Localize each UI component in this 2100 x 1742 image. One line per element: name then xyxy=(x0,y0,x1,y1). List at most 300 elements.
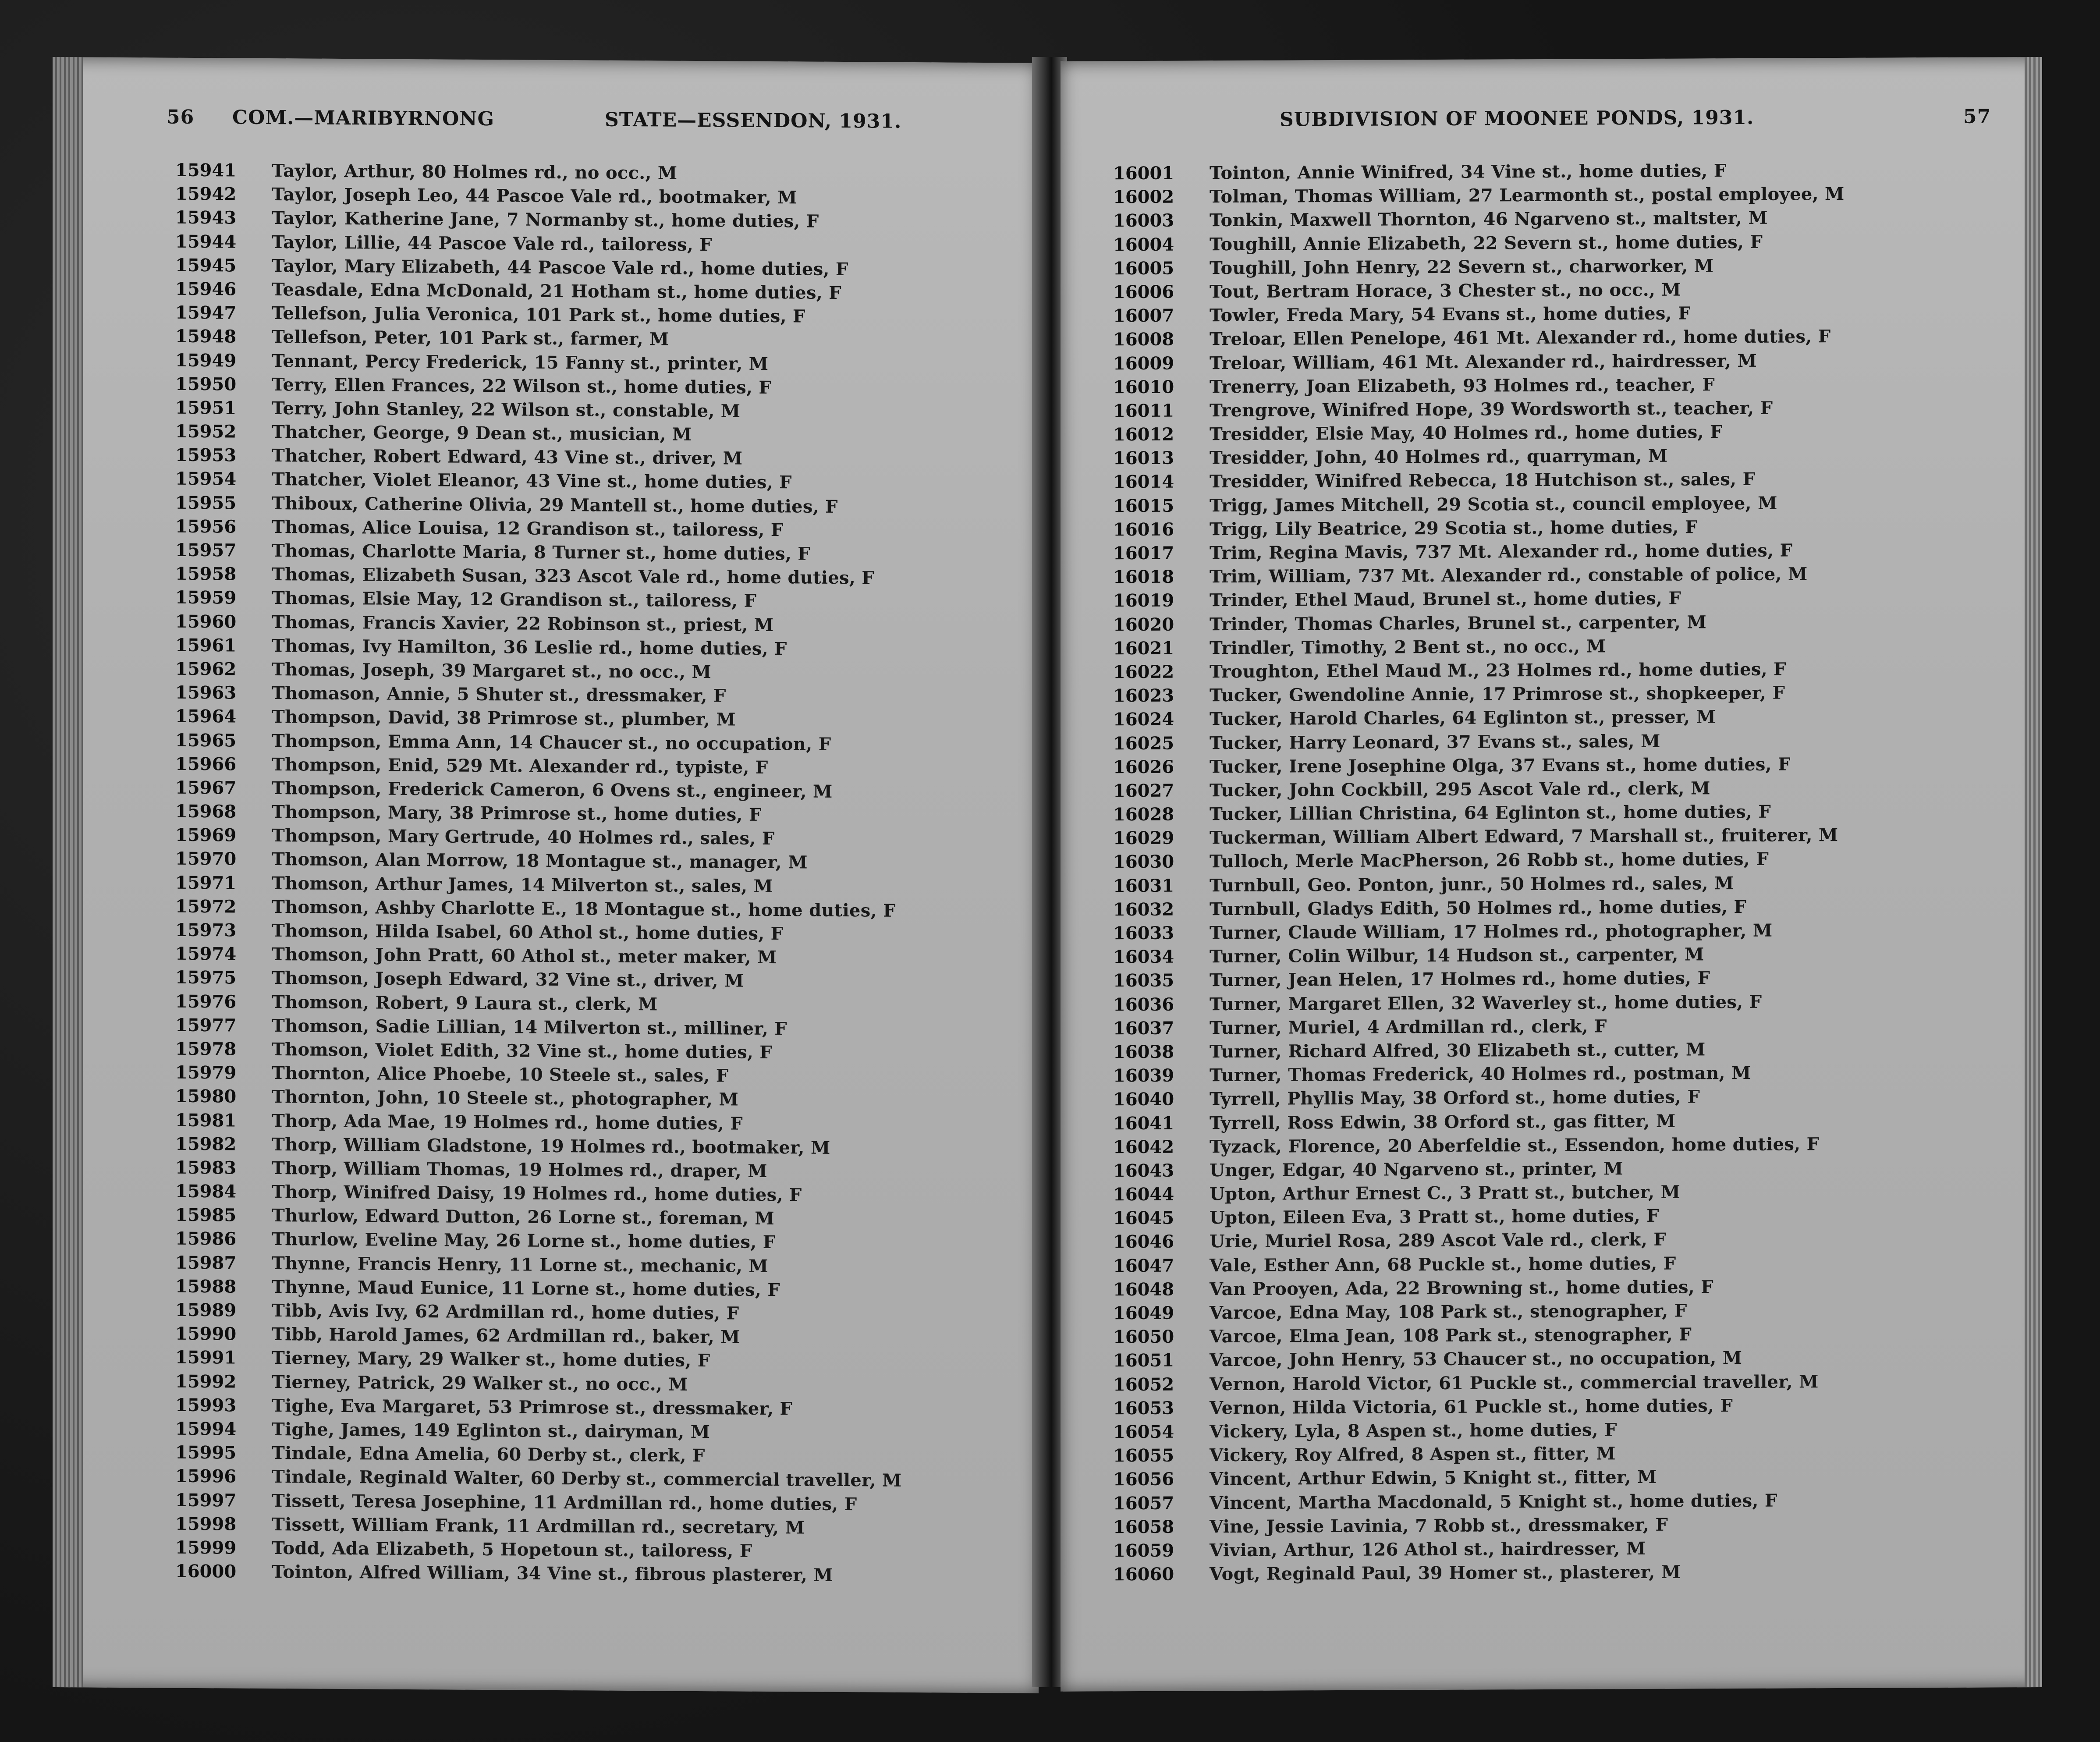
list-item xyxy=(175,705,902,733)
entry-number: 16010 xyxy=(1113,376,1174,397)
list-item xyxy=(175,847,902,875)
entry-text: Tuckerman, William Albert Edward, 7 Marshall st., fruiterer, M xyxy=(1210,825,1838,848)
entry-number: 15988 xyxy=(175,1276,237,1297)
entry-text: Thompson, Mary Gertrude, 40 Holmes rd., sales, F xyxy=(272,825,775,849)
entry-text: Thiboux, Catherine Olivia, 29 Mantell st., home duties, F xyxy=(272,493,838,517)
entry-number: 16007 xyxy=(1113,305,1174,326)
entry-number: 15945 xyxy=(175,255,237,276)
entry-number: 16020 xyxy=(1113,614,1174,635)
list-item xyxy=(175,396,902,424)
entry-number: 16050 xyxy=(1113,1326,1174,1348)
entry-number: 15941 xyxy=(175,160,237,181)
entry-text: Thomas, Ivy Hamilton, 36 Leslie rd., home duties, F xyxy=(272,635,787,659)
right-page-number: 57 xyxy=(1963,105,1991,128)
list-item xyxy=(1113,1108,1845,1135)
entry-text: Turner, Margaret Ellen, 32 Waverley st., home duties, F xyxy=(1210,991,1762,1015)
entry-number: 15981 xyxy=(175,1110,237,1131)
entry-number: 16056 xyxy=(1113,1469,1174,1490)
entry-number: 15991 xyxy=(175,1347,237,1368)
entry-number: 15996 xyxy=(175,1466,237,1487)
entry-number: 16048 xyxy=(1113,1279,1174,1300)
entry-number: 15965 xyxy=(175,730,237,751)
list-item xyxy=(1113,1061,1845,1088)
list-item xyxy=(1113,1299,1845,1325)
entry-number: 16034 xyxy=(1113,946,1174,968)
list-item xyxy=(175,752,902,780)
entry-text: Trim, Regina Mavis, 737 Mt. Alexander rd., home duties, F xyxy=(1210,540,1793,564)
entry-number: 15987 xyxy=(175,1252,237,1274)
entry-text: Thomson, John Pratt, 60 Athol st., meter maker, M xyxy=(272,944,777,968)
entry-number: 16008 xyxy=(1113,329,1174,350)
entry-number: 15955 xyxy=(175,492,237,514)
entry-text: Thomas, Alice Louisa, 12 Grandison st., tailoress, F xyxy=(272,516,784,540)
list-item xyxy=(1113,752,1845,779)
list-item xyxy=(175,372,902,400)
list-item xyxy=(1113,1512,1845,1539)
list-item xyxy=(1113,1488,1845,1515)
entry-number: 16012 xyxy=(1113,424,1174,445)
entry-text: Tennant, Percy Frederick, 15 Fanny st., printer, M xyxy=(272,350,769,374)
entry-number: 15962 xyxy=(175,658,237,680)
list-item xyxy=(1113,1465,1845,1491)
entry-number: 15974 xyxy=(175,943,237,965)
list-item xyxy=(175,1417,902,1445)
entry-text: Thurlow, Edward Dutton, 26 Lorne st., foreman, M xyxy=(272,1205,774,1229)
entry-number: 15984 xyxy=(175,1181,237,1202)
entry-text: Trigg, James Mitchell, 29 Scotia st., council employee, M xyxy=(1210,493,1777,516)
list-item xyxy=(175,1132,902,1160)
list-item xyxy=(1113,1346,1845,1373)
entry-number: 15953 xyxy=(175,444,237,466)
entry-number: 15970 xyxy=(175,848,237,869)
entry-text: Tucker, Harry Leonard, 37 Evans st., sales, M xyxy=(1210,731,1660,753)
entry-text: Tindale, Edna Amelia, 60 Derby st., clerk, F xyxy=(272,1443,705,1466)
list-item xyxy=(1113,1156,1845,1183)
entry-number: 16055 xyxy=(1113,1445,1174,1466)
entry-number: 15992 xyxy=(175,1371,237,1392)
list-item xyxy=(1113,776,1845,803)
entry-number: 15964 xyxy=(175,706,237,727)
entry-number: 15995 xyxy=(175,1442,237,1463)
entry-number: 16058 xyxy=(1113,1516,1174,1537)
list-item xyxy=(175,919,902,947)
list-item xyxy=(1113,586,1845,613)
list-item xyxy=(1113,1180,1845,1206)
list-item xyxy=(175,1180,902,1208)
list-item xyxy=(1113,1536,1845,1563)
entry-text: Tucker, Irene Josephine Olga, 37 Evans st., home duties, F xyxy=(1210,754,1791,777)
entry-number: 15986 xyxy=(175,1228,237,1249)
list-item xyxy=(1113,491,1845,518)
list-item xyxy=(1113,1275,1845,1302)
list-item xyxy=(175,539,902,567)
entry-number: 16004 xyxy=(1113,234,1174,255)
list-item xyxy=(1113,277,1845,304)
entry-text: Upton, Eileen Eva, 3 Pratt st., home duties, F xyxy=(1210,1206,1659,1228)
right-page-edge xyxy=(2025,57,2042,1687)
entry-number: 16032 xyxy=(1113,899,1174,920)
entry-text: Taylor, Mary Elizabeth, 44 Pascoe Vale rd., home duties, F xyxy=(272,255,848,280)
entry-text: Thomson, Arthur James, 14 Milverton st., sales, M xyxy=(272,873,773,897)
entry-text: Thomas, Joseph, 39 Margaret st., no occ., M xyxy=(272,659,712,683)
entry-text: Tointon, Alfred William, 34 Vine st., fibrous plasterer, M xyxy=(272,1561,833,1586)
open-book xyxy=(53,57,2042,1687)
entry-text: Thompson, Enid, 529 Mt. Alexander rd., typiste, F xyxy=(272,754,768,778)
entry-text: Turner, Claude William, 17 Holmes rd., photographer, M xyxy=(1210,920,1773,944)
list-item xyxy=(175,491,902,519)
entry-text: Upton, Arthur Ernest C., 3 Pratt st., butcher, M xyxy=(1210,1181,1681,1205)
entry-text: Turner, Colin Wilbur, 14 Hudson st., carpenter, M xyxy=(1210,944,1704,967)
entry-number: 15971 xyxy=(175,872,237,894)
entry-text: Thorp, William Gladstone, 19 Holmes rd., bootmaker, M xyxy=(272,1134,830,1158)
list-item xyxy=(175,800,902,828)
entry-number: 16011 xyxy=(1113,400,1174,422)
entry-number: 15972 xyxy=(175,896,237,917)
entry-text: Thatcher, George, 9 Dean st., musician, M xyxy=(272,422,692,445)
entry-number: 15952 xyxy=(175,421,237,442)
entry-text: Towler, Freda Mary, 54 Evans st., home duties, F xyxy=(1210,303,1691,326)
entry-text: Tyrrell, Ross Edwin, 38 Orford st., gas fitter, M xyxy=(1210,1110,1676,1133)
list-item xyxy=(175,681,902,709)
entry-number: 16002 xyxy=(1113,186,1174,208)
entry-number: 16035 xyxy=(1113,970,1174,991)
entry-number: 16001 xyxy=(1113,163,1174,184)
list-item xyxy=(1113,443,1845,470)
list-item xyxy=(1113,800,1845,827)
entry-number: 16031 xyxy=(1113,875,1174,896)
entry-number: 15990 xyxy=(175,1323,237,1345)
list-item xyxy=(175,1488,902,1516)
list-item xyxy=(1113,823,1845,850)
entry-number: 16018 xyxy=(1113,566,1174,588)
list-item xyxy=(1113,847,1845,874)
entry-number: 16040 xyxy=(1113,1089,1174,1110)
list-item xyxy=(1113,1203,1845,1230)
entry-text: Troughton, Ethel Maud M., 23 Holmes rd., home duties, F xyxy=(1210,659,1786,682)
entry-number: 16025 xyxy=(1113,733,1174,754)
list-item xyxy=(1113,895,1845,922)
list-item xyxy=(175,515,902,543)
entry-text: Tindale, Reginald Walter, 60 Derby st., commercial traveller, M xyxy=(272,1466,902,1491)
entry-text: Thomson, Ashby Charlotte E., 18 Montague st., home duties, F xyxy=(272,896,896,921)
list-item xyxy=(1113,1560,1845,1586)
list-item xyxy=(175,610,902,638)
list-item xyxy=(1113,1251,1845,1278)
entry-text: Thomson, Alan Morrow, 18 Montague st., manager, M xyxy=(272,849,808,873)
entry-text: Thomas, Charlotte Maria, 8 Turner st., home duties, F xyxy=(272,540,811,564)
entry-text: Thatcher, Violet Eleanor, 43 Vine st., home duties, F xyxy=(272,469,792,493)
entry-text: Tellefson, Peter, 101 Park st., farmer, M xyxy=(272,326,669,350)
list-item xyxy=(1113,1132,1845,1159)
entry-number: 16036 xyxy=(1113,994,1174,1015)
entry-number: 15966 xyxy=(175,753,237,775)
list-item xyxy=(175,1037,902,1065)
entry-number: 15949 xyxy=(175,350,237,371)
list-item xyxy=(1113,634,1845,660)
list-item xyxy=(1113,657,1845,684)
entry-number: 15978 xyxy=(175,1038,237,1060)
entry-text: Tointon, Annie Winifred, 34 Vine st., home duties, F xyxy=(1210,160,1727,184)
entry-number: 15983 xyxy=(175,1157,237,1178)
list-item xyxy=(175,1393,902,1421)
right-header-title: SUBDIVISION OF MOONEE PONDS, 1931. xyxy=(1280,106,1754,131)
entry-text: Todd, Ada Elizabeth, 5 Hopetoun st., tailoress, F xyxy=(272,1537,752,1561)
entry-number: 16038 xyxy=(1113,1041,1174,1063)
entry-text: Trinder, Thomas Charles, Brunel st., carpenter, M xyxy=(1210,611,1706,635)
list-item xyxy=(175,1061,902,1089)
entry-number: 16022 xyxy=(1113,661,1174,683)
entry-text: Tucker, Lillian Christina, 64 Eglinton st., home duties, F xyxy=(1210,801,1771,825)
entry-text: Trim, William, 737 Mt. Alexander rd., constable of police, M xyxy=(1210,564,1808,587)
entry-text: Turner, Jean Helen, 17 Holmes rd., home duties, F xyxy=(1210,968,1710,991)
entry-text: Tissett, Teresa Josephine, 11 Ardmillan rd., home duties, F xyxy=(272,1490,857,1515)
entry-number: 16045 xyxy=(1113,1207,1174,1229)
entry-number: 16026 xyxy=(1113,756,1174,777)
entry-number: 16054 xyxy=(1113,1421,1174,1443)
entry-number: 16041 xyxy=(1113,1113,1174,1134)
entry-text: Toughill, Annie Elizabeth, 22 Severn st., home duties, F xyxy=(1210,231,1763,255)
entry-text: Thorp, Winifred Daisy, 19 Holmes rd., home duties, F xyxy=(272,1181,802,1206)
left-entry-list xyxy=(175,159,902,1588)
list-item xyxy=(1113,396,1845,423)
entry-number: 15954 xyxy=(175,468,237,490)
list-item xyxy=(1113,301,1845,328)
entry-number: 15944 xyxy=(175,231,237,252)
list-item xyxy=(1113,1227,1845,1254)
list-item xyxy=(1113,1322,1845,1349)
entry-text: Thomson, Hilda Isabel, 60 Athol st., home duties, F xyxy=(272,920,784,944)
list-item xyxy=(1113,1441,1845,1468)
entry-text: Trenerry, Joan Elizabeth, 93 Holmes rd., teacher, F xyxy=(1210,374,1715,397)
list-item xyxy=(1113,705,1845,731)
right-page xyxy=(1061,57,2042,1692)
entry-number: 16051 xyxy=(1113,1350,1174,1371)
list-item xyxy=(175,1013,902,1041)
list-item xyxy=(1113,515,1845,542)
entry-number: 15994 xyxy=(175,1418,237,1440)
entry-text: Taylor, Joseph Leo, 44 Pascoe Vale rd., bootmaker, M xyxy=(272,184,797,208)
list-item xyxy=(175,966,902,994)
list-item xyxy=(175,1512,902,1540)
entry-text: Thurlow, Eveline May, 26 Lorne st., home duties, F xyxy=(272,1229,776,1253)
list-item xyxy=(175,990,902,1018)
entry-number: 15948 xyxy=(175,326,237,347)
entry-number: 16052 xyxy=(1113,1374,1174,1395)
entry-text: Tierney, Mary, 29 Walker st., home duties, F xyxy=(272,1348,710,1371)
list-item xyxy=(175,562,902,590)
entry-text: Trengrove, Winifred Hope, 39 Wordsworth st., teacher, F xyxy=(1210,397,1773,421)
list-item xyxy=(175,277,902,305)
left-page-edge xyxy=(53,57,83,1687)
entry-text: Thompson, Mary, 38 Primrose st., home duties, F xyxy=(272,802,762,825)
entry-text: Tellefson, Julia Veronica, 101 Park st., home duties, F xyxy=(272,303,805,327)
entry-number: 15963 xyxy=(175,682,237,703)
entry-number: 16028 xyxy=(1113,804,1174,825)
list-item xyxy=(1113,610,1845,637)
entry-text: Thompson, Frederick Cameron, 6 Ovens st., engineer, M xyxy=(272,777,833,802)
entry-number: 15997 xyxy=(175,1490,237,1511)
list-item xyxy=(175,657,902,685)
entry-number: 15950 xyxy=(175,373,237,395)
entry-text: Tyrrell, Phyllis May, 38 Orford st., home duties, F xyxy=(1210,1086,1700,1110)
list-item xyxy=(1113,1370,1845,1397)
list-item xyxy=(175,1299,902,1327)
entry-text: Tibb, Harold James, 62 Ardmillan rd., baker, M xyxy=(272,1324,740,1348)
entry-number: 16016 xyxy=(1113,519,1174,540)
entry-number: 15946 xyxy=(175,278,237,300)
list-item xyxy=(175,301,902,329)
entry-text: Tucker, Harold Charles, 64 Eglinton st., presser, M xyxy=(1210,706,1716,730)
entry-text: Turner, Richard Alfred, 30 Elizabeth st., cutter, M xyxy=(1210,1039,1706,1062)
list-item xyxy=(1113,1085,1845,1111)
entry-text: Taylor, Lillie, 44 Pascoe Vale rd., tailoress, F xyxy=(272,231,712,255)
list-item xyxy=(1113,539,1845,565)
entry-text: Thynne, Maud Eunice, 11 Lorne st., home duties, F xyxy=(272,1276,780,1300)
list-item xyxy=(175,1108,902,1136)
list-item xyxy=(1113,1014,1845,1040)
entry-number: 16039 xyxy=(1113,1065,1174,1086)
list-item xyxy=(1113,1037,1845,1064)
entry-number: 16000 xyxy=(175,1561,237,1582)
entry-number: 15942 xyxy=(175,183,237,205)
list-item xyxy=(175,823,902,851)
list-item xyxy=(1113,681,1845,708)
list-item xyxy=(175,728,902,756)
list-item xyxy=(1113,254,1845,280)
entry-text: Taylor, Arthur, 80 Holmes rd., no occ., M xyxy=(272,160,678,184)
entry-number: 15969 xyxy=(175,824,237,846)
entry-number: 15961 xyxy=(175,635,237,656)
entry-text: Treloar, William, 461 Mt. Alexander rd., hairdresser, M xyxy=(1210,350,1757,373)
entry-number: 16027 xyxy=(1113,780,1174,802)
entry-number: 15985 xyxy=(175,1204,237,1226)
entry-number: 16009 xyxy=(1113,353,1174,374)
entry-text: Thomas, Elizabeth Susan, 323 Ascot Vale rd., home duties, F xyxy=(272,564,875,589)
entry-number: 15960 xyxy=(175,611,237,632)
list-item xyxy=(175,1322,902,1350)
entry-number: 16057 xyxy=(1113,1493,1174,1514)
entry-text: Thornton, John, 10 Steele st., photographer, M xyxy=(272,1086,739,1110)
entry-text: Varcoe, Edna May, 108 Park st., stenographer, F xyxy=(1210,1300,1687,1323)
list-item xyxy=(175,348,902,376)
entry-text: Tucker, Gwendoline Annie, 17 Primrose st., shopkeeper, F xyxy=(1210,682,1785,706)
list-item xyxy=(1113,373,1845,399)
entry-text: Thorp, William Thomas, 19 Holmes rd., draper, M xyxy=(272,1157,767,1181)
entry-text: Vickery, Roy Alfred, 8 Aspen st., fitter, M xyxy=(1210,1443,1616,1466)
list-item xyxy=(175,895,902,923)
entry-text: Tighe, James, 149 Eglinton st., dairyman, M xyxy=(272,1419,710,1443)
entry-number: 16060 xyxy=(1113,1564,1174,1585)
entry-text: Vickery, Lyla, 8 Aspen st., home duties, F xyxy=(1210,1419,1617,1442)
entry-number: 16015 xyxy=(1113,495,1174,516)
entry-text: Vernon, Hilda Victoria, 61 Puckle st., home duties, F xyxy=(1210,1395,1733,1419)
entry-number: 15998 xyxy=(175,1513,237,1535)
entry-text: Tighe, Eva Margaret, 53 Primrose st., dressmaker, F xyxy=(272,1395,793,1419)
list-item xyxy=(1113,1394,1845,1420)
list-item xyxy=(1113,206,1845,233)
left-header-district: COM.—MARIBYRNONG xyxy=(232,106,495,131)
entry-number: 16037 xyxy=(1113,1018,1174,1039)
list-item xyxy=(175,1203,902,1231)
entry-text: Thomson, Joseph Edward, 32 Vine st., driver, M xyxy=(272,968,744,992)
entry-text: Tout, Bertram Horace, 3 Chester st., no occ., M xyxy=(1210,279,1681,302)
entry-number: 15979 xyxy=(175,1062,237,1083)
list-item xyxy=(175,776,902,804)
entry-text: Treloar, Ellen Penelope, 461 Mt. Alexander rd., home duties, F xyxy=(1210,326,1831,350)
entry-number: 16046 xyxy=(1113,1231,1174,1252)
entry-text: Thomson, Robert, 9 Laura st., clerk, M xyxy=(272,991,658,1015)
list-item xyxy=(175,182,902,210)
list-item xyxy=(1113,348,1845,375)
entry-number: 16059 xyxy=(1113,1540,1174,1561)
entry-text: Trindler, Timothy, 2 Bent st., no occ., M xyxy=(1210,636,1606,659)
list-item xyxy=(175,1441,902,1469)
entry-text: Thompson, David, 38 Primrose st., plumber, M xyxy=(272,706,736,730)
entry-text: Tresidder, Winifred Rebecca, 18 Hutchison st., sales, F xyxy=(1210,469,1756,492)
entry-text: Turnbull, Gladys Edith, 50 Holmes rd., home duties, F xyxy=(1210,896,1747,920)
entry-text: Varcoe, John Henry, 53 Chaucer st., no occupation, M xyxy=(1210,1348,1742,1371)
list-item xyxy=(175,420,902,448)
entry-number: 16049 xyxy=(1113,1302,1174,1324)
entry-number: 15959 xyxy=(175,587,237,608)
entry-number: 16033 xyxy=(1113,922,1174,944)
entry-text: Toughill, John Henry, 22 Severn st., charworker, M xyxy=(1210,255,1714,279)
entry-number: 16042 xyxy=(1113,1136,1174,1157)
entry-number: 16023 xyxy=(1113,685,1174,706)
list-item xyxy=(175,871,902,899)
list-item xyxy=(175,1251,902,1279)
entry-number: 15975 xyxy=(175,967,237,988)
list-item xyxy=(1113,467,1845,494)
entry-text: Teasdale, Edna McDonald, 21 Hotham st., home duties, F xyxy=(272,279,842,303)
entry-number: 15951 xyxy=(175,397,237,419)
entry-number: 15957 xyxy=(175,539,237,561)
list-item xyxy=(1113,871,1845,898)
list-item xyxy=(1113,1417,1845,1444)
entry-text: Thynne, Francis Henry, 11 Lorne st., mechanic, M xyxy=(272,1252,768,1277)
list-item xyxy=(1113,562,1845,589)
entry-text: Tierney, Patrick, 29 Walker st., no occ., M xyxy=(272,1371,688,1395)
list-item xyxy=(1113,325,1845,351)
entry-number: 16005 xyxy=(1113,258,1174,279)
entry-text: Van Prooyen, Ada, 22 Browning st., home duties, F xyxy=(1210,1277,1713,1300)
entry-number: 15967 xyxy=(175,777,237,798)
list-item xyxy=(1113,420,1845,447)
list-item xyxy=(175,633,902,661)
entry-text: Vernon, Harold Victor, 61 Puckle st., commercial traveller, M xyxy=(1210,1371,1819,1394)
list-item xyxy=(1113,990,1845,1017)
entry-text: Varcoe, Elma Jean, 108 Park st., stenographer, F xyxy=(1210,1324,1692,1347)
list-item xyxy=(175,942,902,970)
entry-text: Trigg, Lily Beatrice, 29 Scotia st., home duties, F xyxy=(1210,517,1698,540)
list-item xyxy=(175,325,902,353)
entry-number: 16053 xyxy=(1113,1398,1174,1419)
list-item xyxy=(1113,919,1845,945)
entry-number: 16017 xyxy=(1113,543,1174,564)
entry-text: Vale, Esther Ann, 68 Puckle st., home duties, F xyxy=(1210,1253,1676,1276)
list-item xyxy=(1113,728,1845,755)
entry-number: 15980 xyxy=(175,1086,237,1107)
list-item xyxy=(1113,942,1845,969)
entry-text: Tulloch, Merle MacPherson, 26 Robb st., home duties, F xyxy=(1210,849,1769,872)
right-entry-list xyxy=(1113,159,1845,1587)
entry-text: Thomas, Elsie May, 12 Grandison st., tailoress, F xyxy=(272,588,757,612)
list-item xyxy=(175,1346,902,1374)
entry-text: Thomson, Sadie Lillian, 14 Milverton st., milliner, F xyxy=(272,1015,787,1039)
entry-text: Terry, Ellen Frances, 22 Wilson st., home duties, F xyxy=(272,374,772,398)
entry-text: Turner, Thomas Frederick, 40 Holmes rd., postman, M xyxy=(1210,1063,1751,1086)
entry-number: 15943 xyxy=(175,207,237,228)
